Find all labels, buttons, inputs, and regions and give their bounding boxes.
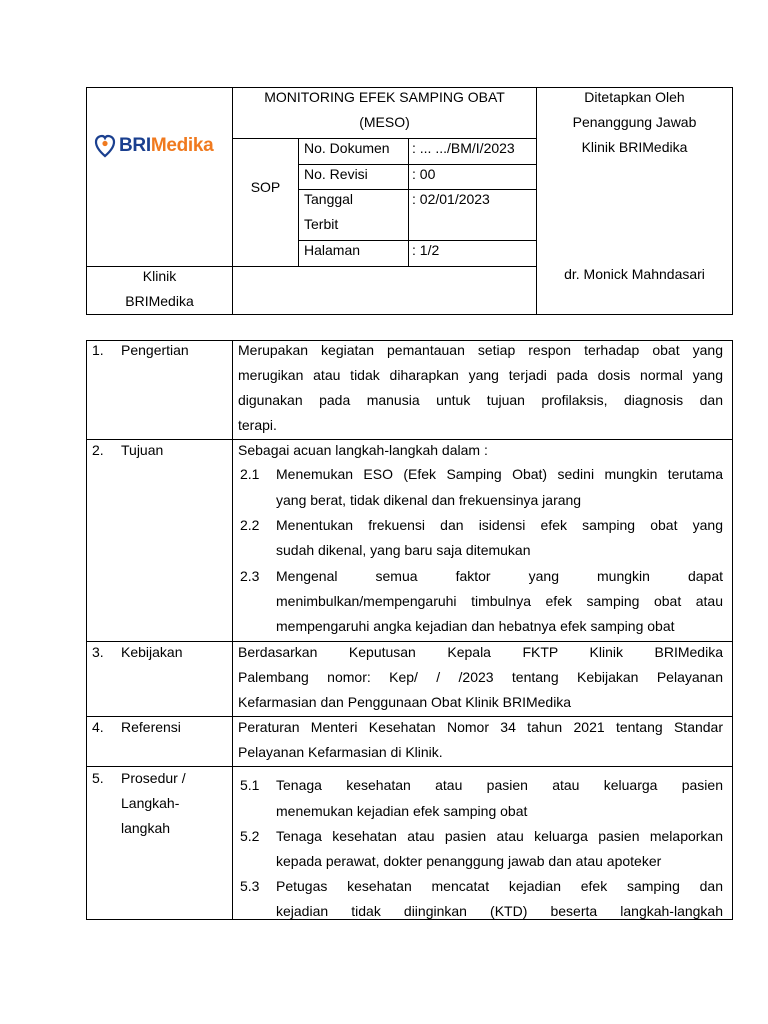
brimedika-logo <box>94 133 213 159</box>
item-text-line: menimbulkan/mempengaruhi timbulnya efek samping obat atau <box>276 593 723 609</box>
item-text-line: Tenaga kesehatan atau pasien atau keluarga pasien melaporkan <box>276 828 723 844</box>
clinic-name-line1: Klinik <box>142 268 177 284</box>
clinic-name-line2: BRIMedika <box>125 293 194 309</box>
item-number: 2.1 <box>240 466 260 482</box>
item-number: 5.1 <box>240 777 260 793</box>
item-text-line: menemukan kejadian efek samping obat <box>276 803 528 819</box>
section-label: Kebijakan <box>121 644 183 660</box>
section-label: Tujuan <box>121 442 164 458</box>
section-label: Prosedur / <box>121 770 186 786</box>
section-number: 2. <box>92 442 104 458</box>
item-number: 2.3 <box>240 568 260 584</box>
section-text-line: Berdasarkan Keputusan Kepala FKTP Klinik BRIMedika <box>238 644 723 660</box>
document-title-line2: (MESO) <box>359 114 410 130</box>
section-label: Referensi <box>121 719 181 735</box>
section-text-line: terapi. <box>238 417 277 433</box>
section-text-line: Peraturan Menteri Kesehatan Nomor 34 tahun 2021 tentang Standar <box>238 719 723 735</box>
item-text-line: yang berat, tidak dikenal dan frekuensinya jarang <box>276 492 582 508</box>
field-label-tanggal-line2: Terbit <box>304 216 339 232</box>
field-label-no-dokumen: No. Dokumen <box>304 140 390 156</box>
section-number: 3. <box>92 644 104 660</box>
approval-line2: Penanggung Jawab <box>572 114 697 130</box>
section-text-line: Pelayanan Kefarmasian di Klinik. <box>238 744 443 760</box>
approver-name: dr. Monick Mahndasari <box>564 266 705 282</box>
section-text-line: Palembang nomor: Kep/ / /2023 tentang Kebijakan Pelayanan <box>238 669 723 685</box>
item-number: 5.3 <box>240 878 260 894</box>
logo-wordmark: BRIMedika <box>119 135 214 156</box>
section-label: Langkah- <box>121 795 180 811</box>
section-text-line: Merupakan kegiatan pemantauan setiap respon terhadap obat yang <box>238 342 723 358</box>
field-value-no-dokumen: : ... .../BM/I/2023 <box>412 140 515 156</box>
section-number: 1. <box>92 342 104 358</box>
item-text-line: Tenaga kesehatan atau pasien atau keluarga pasien <box>276 777 723 793</box>
item-text-line: mempengaruhi angka kejadian dan hebatnya efek samping obat <box>276 618 675 634</box>
section-text-line: Kefarmasian dan Penggunaan Obat Klinik BRIMedika <box>238 694 572 710</box>
field-label-halaman: Halaman <box>304 242 361 258</box>
item-text-line: Menemukan ESO (Efek Samping Obat) sedini mungkin terutama <box>276 466 723 482</box>
heart-pin-icon <box>94 133 116 159</box>
field-label-tanggal-line1: Tanggal <box>304 191 354 207</box>
item-text-line: Petugas kesehatan mencatat kejadian efek samping dan <box>276 878 723 894</box>
section-text-line: digunakan pada manusia untuk tujuan profilaksis, diagnosis dan <box>238 392 723 408</box>
field-label-no-revisi: No. Revisi <box>304 166 368 182</box>
section-intro: Sebagai acuan langkah-langkah dalam : <box>238 442 488 458</box>
approval-line3: Klinik BRIMedika <box>581 139 688 155</box>
section-label: langkah <box>121 820 171 836</box>
section-label: Pengertian <box>121 342 189 358</box>
item-text-line: kepada perawat, dokter penanggung jawab dan atau apoteker <box>276 853 662 869</box>
sop-label: SOP <box>250 179 281 195</box>
section-text-line: merugikan atau tidak diharapkan yang terjadi pada dosis normal yang <box>238 367 723 383</box>
field-value-no-revisi: : 00 <box>412 166 436 182</box>
item-number: 5.2 <box>240 828 260 844</box>
field-value-halaman: : 1/2 <box>412 242 440 258</box>
field-value-tanggal: : 02/01/2023 <box>412 191 490 207</box>
section-number: 5. <box>92 770 104 786</box>
item-text-line: Mengenal semua faktor yang mungkin dapat <box>276 568 723 584</box>
item-number: 2.2 <box>240 517 260 533</box>
item-text-line: kejadian tidak diinginkan (KTD) beserta langkah-langkah <box>276 903 723 919</box>
item-text-line: Menentukan frekuensi dan isidensi efek samping obat yang <box>276 517 723 533</box>
section-number: 4. <box>92 719 104 735</box>
document-title-line1: MONITORING EFEK SAMPING OBAT <box>264 89 505 105</box>
approval-line1: Ditetapkan Oleh <box>584 89 685 105</box>
item-text-line: sudah dikenal, yang baru saja ditemukan <box>276 542 531 558</box>
